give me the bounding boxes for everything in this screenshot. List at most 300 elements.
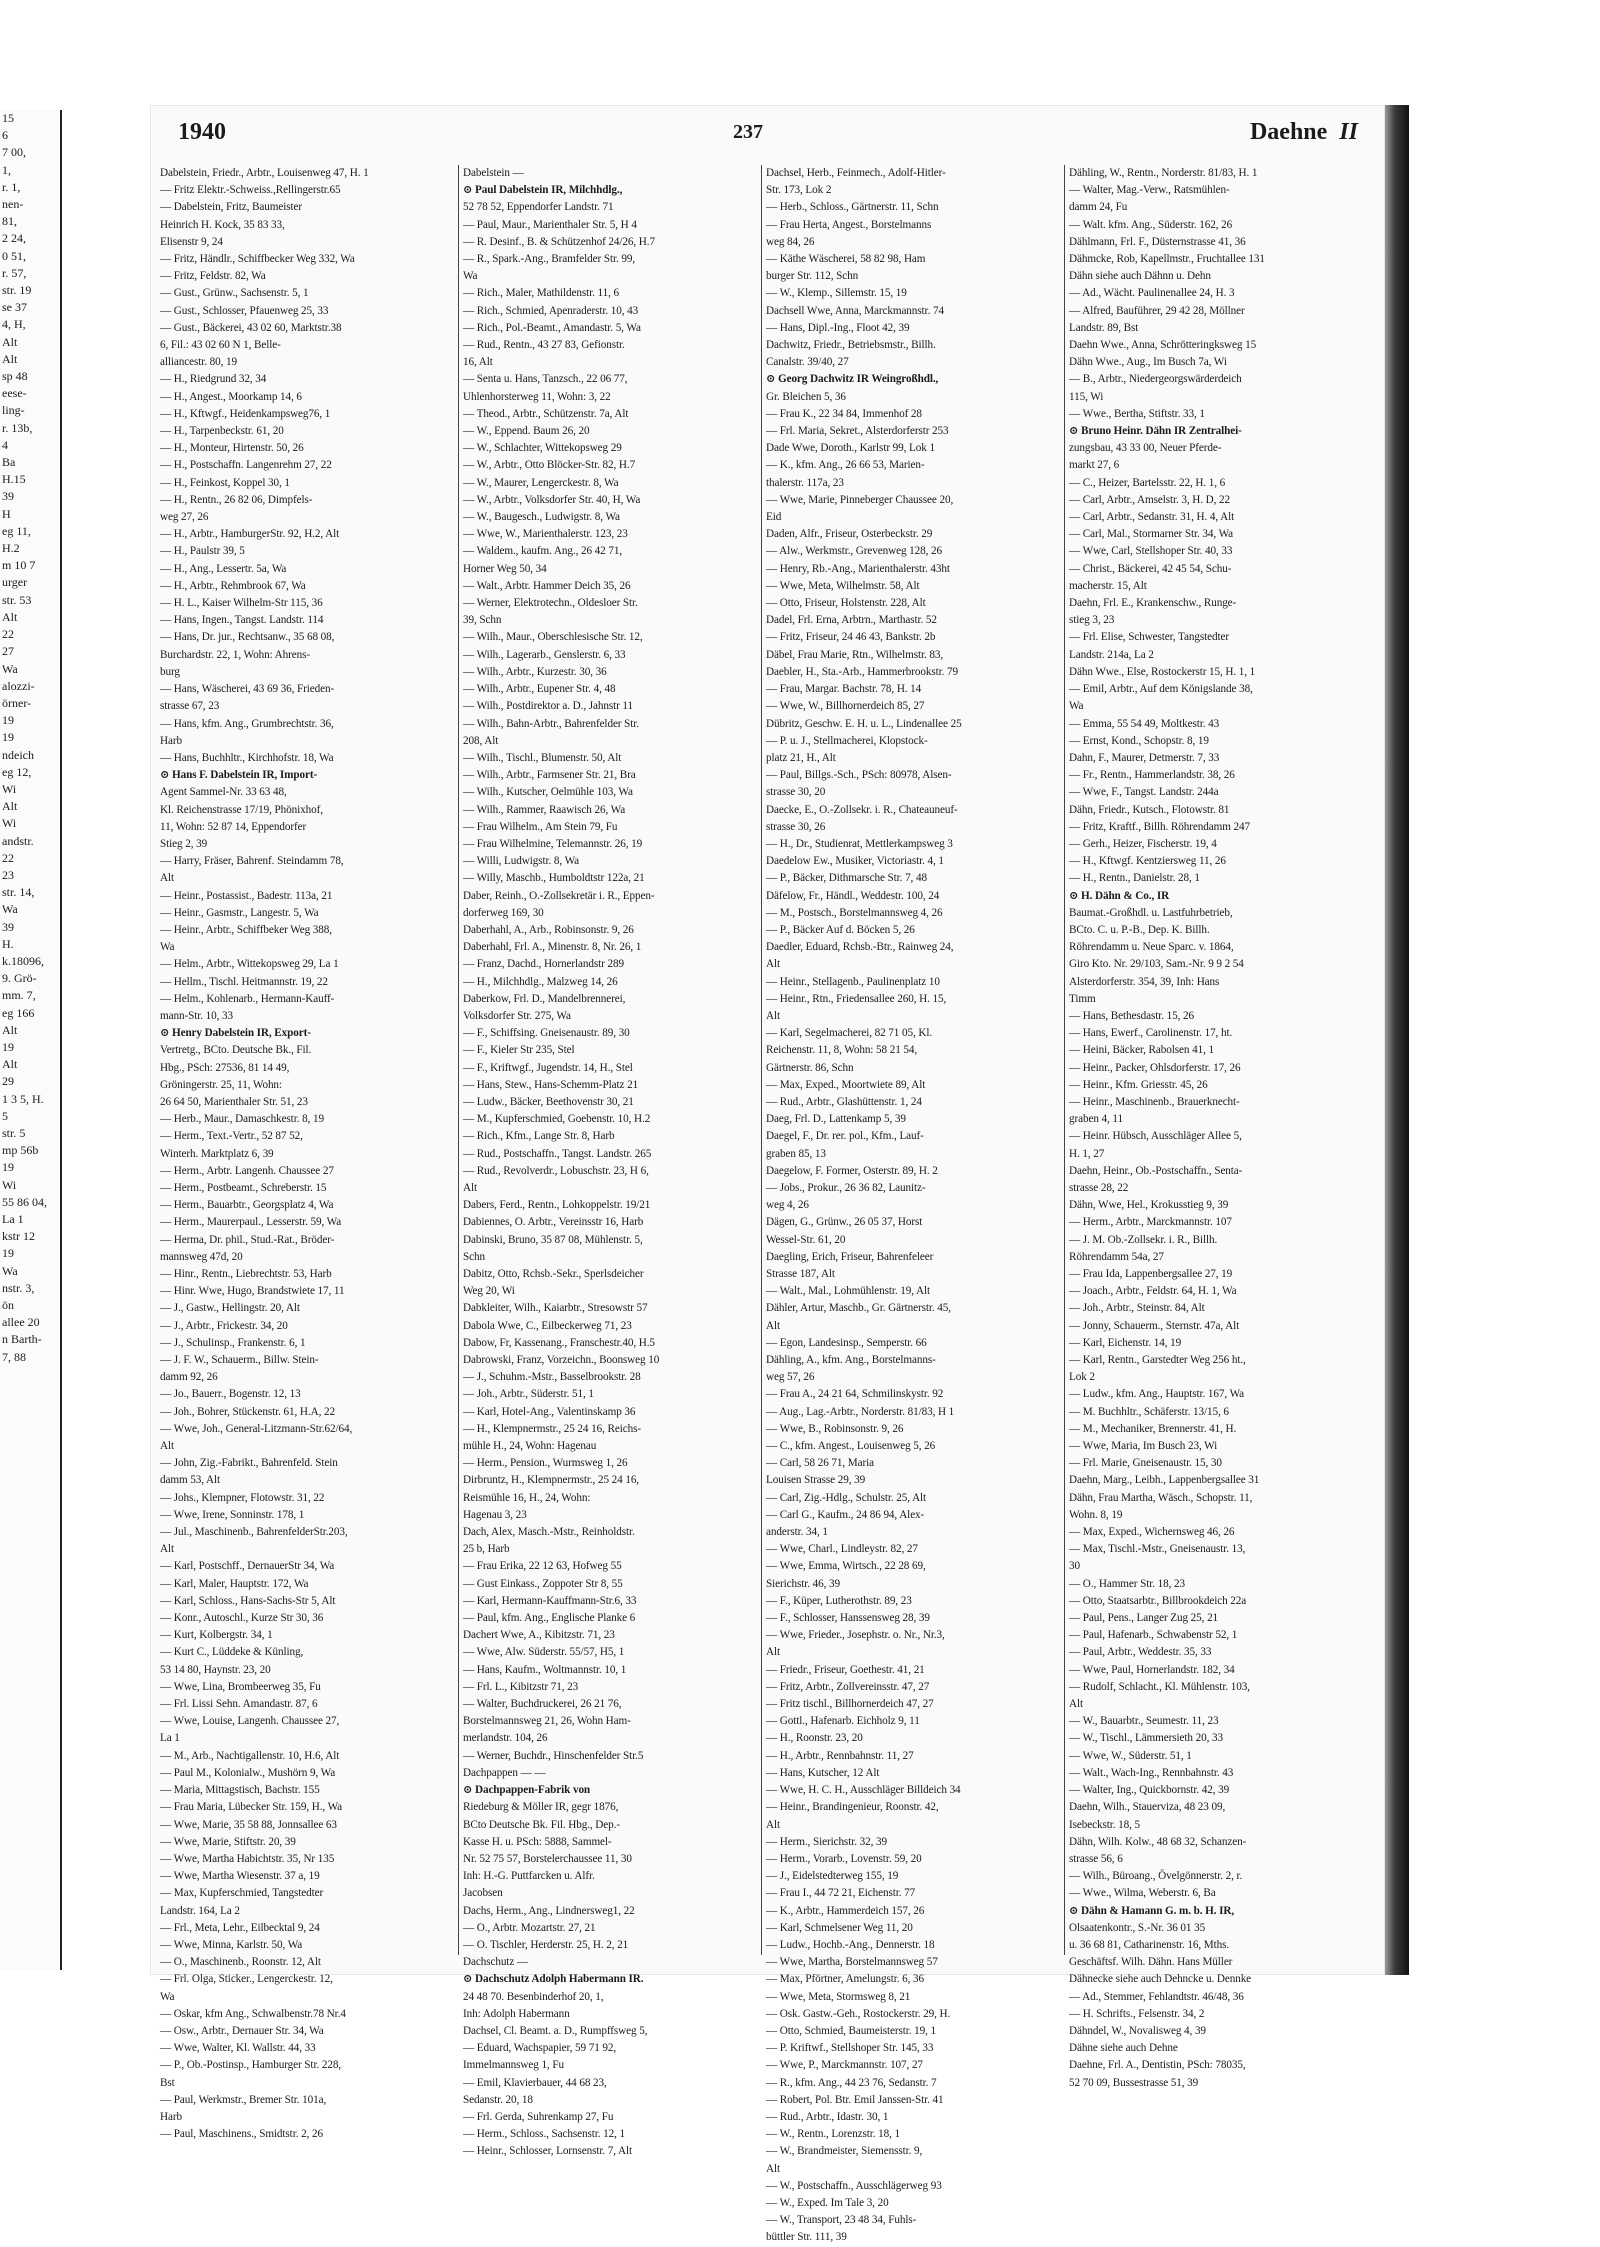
directory-entry: — Karl, Maler, Hauptstr. 172, Wa: [160, 1577, 309, 1590]
directory-entry: weg 57, 26: [766, 1371, 815, 1384]
directory-entry: Gröningerstr. 25, 11, Wohn:: [160, 1078, 282, 1091]
directory-entry: — Frau Wilhelmine, Telemannstr. 26, 19: [463, 837, 643, 850]
directory-entry: — Wwe, Marie, Stiftstr. 20, 39: [160, 1835, 296, 1848]
directory-entry: Daehne, Frl. A., Dentistin, PSch: 78035,: [1069, 2059, 1246, 2072]
directory-entry: Schn: [463, 1250, 485, 1263]
directory-entry: — Rud., Arbtr., Idastr. 30, 1: [766, 2110, 889, 2123]
directory-entry: 52 78 52, Eppendorfer Landstr. 71: [463, 201, 614, 214]
directory-entry: — K., kfm. Ang., 26 66 53, Marien-: [766, 459, 925, 472]
directory-entry: — W., Schlachter, Wittekopsweg 29: [463, 442, 622, 455]
directory-entry: — Karl, Schloss., Hans-Sachs-Str 5, Alt: [160, 1594, 336, 1607]
directory-entry: — W., Brandmeister, Siemensstr. 9,: [766, 2145, 923, 2158]
directory-entry: Däbel, Frau Marie, Rtn., Wilhelmstr. 83,: [766, 648, 944, 661]
directory-entry: Alt: [766, 958, 780, 971]
directory-entry: Daberhahl, Frl. A., Minenstr. 8, Nr. 26, 1: [463, 941, 642, 954]
previous-page-fragment: 6: [2, 128, 8, 143]
directory-entry: — Carl, 58 26 71, Maria: [766, 1457, 875, 1470]
directory-entry: Daden, Alfr., Friseur, Osterbeckstr. 29: [766, 528, 933, 541]
directory-entry: — Herm., Vorarb., Lovenstr. 59, 20: [766, 1852, 922, 1865]
directory-entry: damm 92, 26: [160, 1371, 218, 1384]
directory-entry: strasse 56, 6: [1069, 1852, 1123, 1865]
directory-entry: Alsterdorferstr. 354, 39, Inh: Hans: [1069, 975, 1220, 988]
directory-entry: — Max, Exped., Wichernsweg 46, 26: [1069, 1526, 1235, 1539]
directory-entry: — Walt., Wach-Ing., Rennbahnstr. 43: [1069, 1766, 1234, 1779]
directory-entry: — H., Dr., Studienrat, Mettlerkampsweg 3: [766, 837, 953, 850]
directory-entry: u. 36 68 81, Catharinenstr. 16, Mths.: [1069, 1938, 1230, 1951]
directory-entry: Landstr. 164, La 2: [160, 1904, 240, 1917]
directory-entry: Wohn. 8, 19: [1069, 1508, 1123, 1521]
directory-entry: Daehn, Frl. E., Krankenschw., Runge-: [1069, 597, 1237, 610]
previous-page-fragment: mp 56b: [2, 1143, 39, 1158]
directory-entry: — H., Angest., Moorkamp 14, 6: [160, 390, 302, 403]
directory-entry: — Karl, Schmelsener Weg 11, 20: [766, 1921, 913, 1934]
directory-entry: Weg 20, Wi: [463, 1285, 515, 1298]
directory-entry: — Wwe, Martha Habichtstr. 35, Nr 135: [160, 1852, 335, 1865]
directory-entry: Dähling, W., Rentn., Norderstr. 81/83, H. 1: [1069, 167, 1258, 179]
directory-entry: Alt: [766, 1009, 780, 1022]
directory-entry: — Ludw., Hochb.-Ang., Dennerstr. 18: [766, 1938, 935, 1951]
previous-page-fragment: str. 14,: [2, 885, 35, 900]
directory-entry: — H., Milchhdlg., Malzweg 14, 26: [463, 975, 618, 988]
directory-entry: — K., Arbtr., Hammerdeich 157, 26: [766, 1904, 925, 1917]
directory-entry: — Fritz tischl., Billhornerdeich 47, 27: [766, 1698, 934, 1711]
directory-entry: — C., kfm. Angest., Louisenweg 5, 26: [766, 1440, 936, 1453]
previous-page-fragment: eg 166: [2, 1005, 35, 1020]
directory-entry: — Konr., Autoschl., Kurze Str 30, 36: [160, 1612, 324, 1625]
previous-page-fragment: sp 48: [2, 369, 28, 384]
directory-entry: — Emil, Klavierbauer, 44 68 23,: [463, 2076, 607, 2089]
directory-entry: Daebler, H., Sta.-Arb., Hammerbrookstr. 79: [766, 665, 959, 678]
directory-entry: — Hinr. Wwe, Hugo, Brandstwiete 17, 11: [160, 1285, 345, 1298]
directory-entry: alliancestr. 80, 19: [160, 356, 238, 369]
directory-entry: — H., Roonstr. 23, 20: [766, 1732, 863, 1745]
directory-entry: ⊙ Dachpappen-Fabrik von: [463, 1784, 591, 1797]
directory-entry: — Otto, Staatsarbtr., Billbrookdeich 22a: [1069, 1594, 1247, 1607]
directory-entry: Dähn Wwe., Aug., Im Busch 7a, Wi: [1069, 356, 1227, 369]
column-divider: [458, 165, 459, 1955]
directory-entry: Dählmann, Frl. F., Düsternstrasse 41, 36: [1069, 235, 1246, 248]
directory-entry: Dachsel, Herb., Feinmech., Adolf-Hitler-: [766, 167, 946, 179]
directory-entry: — Dabelstein, Fritz, Baumeister: [160, 201, 302, 214]
directory-entry: ⊙ Paul Dabelstein IR, Milchhdlg.,: [463, 184, 623, 197]
previous-page-fragment: 4, H,: [2, 317, 26, 332]
directory-entry: — Carl, Mal., Stormarner Str. 34, Wa: [1069, 528, 1234, 541]
directory-entry: — H. Schrifts., Felsenstr. 34, 2: [1069, 2007, 1205, 2020]
directory-entry: — H., Tarpenbeckstr. 61, 20: [160, 425, 284, 438]
running-head: [1250, 119, 1358, 146]
directory-entry: — Karl, Eichenstr. 14, 19: [1069, 1336, 1182, 1349]
previous-page-fragment: H.: [2, 936, 14, 951]
directory-entry: — Jobs., Prokur., 26 36 82, Launitz-: [766, 1181, 926, 1194]
previous-page-fragment: 22: [2, 627, 14, 642]
directory-entry: Däfelow, Fr., Händl., Weddestr. 100, 24: [766, 889, 940, 902]
directory-entry: BCto Deutsche Bk. Fil. Hbg., Dep.-: [463, 1818, 620, 1831]
previous-page-fragment: 1 3 5, H.: [2, 1091, 44, 1106]
directory-entry: Daberkow, Frl. D., Mandelbrennerei,: [463, 992, 626, 1005]
directory-entry: — Paul, Pens., Langer Zug 25, 21: [1069, 1612, 1219, 1625]
directory-entry: — Rud., Arbtr., Glashüttenstr. 1, 24: [766, 1095, 922, 1108]
directory-entry: — Hans, Dipl.-Ing., Floot 42, 39: [766, 321, 910, 334]
directory-entry: Gärtnerstr. 86, Schn: [766, 1061, 854, 1074]
directory-entry: — Wwe, W., Billhornerdeich 85, 27: [766, 700, 925, 713]
directory-entry: — Senta u. Hans, Tanzsch., 22 06 77,: [463, 373, 628, 386]
directory-entry: ⊙ Hans F. Dabelstein IR, Import-: [160, 769, 318, 782]
directory-entry: — Max, Pförtner, Amelungstr. 6, 36: [766, 1973, 925, 1986]
directory-entry: — Wwe, Martha, Borstelmannsweg 57: [766, 1956, 938, 1969]
directory-entry: — Rud., Revolverdr., Lobuschstr. 23, H 6,: [463, 1164, 649, 1177]
directory-entry: — Fritz, Friseur, 24 46 43, Bankstr. 2b: [766, 631, 936, 644]
directory-entry: — Frl. L., Kibitzstr 71, 23: [463, 1680, 579, 1693]
directory-entry: — Johs., Klempner, Flotowstr. 31, 22: [160, 1491, 325, 1504]
directory-entry: — John, Zig.-Fabrikt., Bahrenfeld. Stein: [160, 1457, 338, 1470]
directory-entry: Dade Wwe, Doroth., Karlstr 99, Lok 1: [766, 442, 935, 455]
previous-page-fragment: Wi: [2, 1177, 17, 1192]
directory-entry: Canalstr. 39/40, 27: [766, 356, 849, 369]
previous-page-fragment: eese-: [2, 386, 27, 401]
column-1: [160, 165, 452, 2141]
directory-entry: — Walter, Buchdruckerei, 26 21 76,: [463, 1698, 622, 1711]
directory-entry: Volksdorfer Str. 275, Wa: [463, 1009, 571, 1022]
directory-entry: Dabelstein —: [463, 167, 524, 179]
directory-entry: — Fritz, Feldstr. 82, Wa: [160, 270, 266, 283]
directory-entry: — Herb., Schloss., Gärtnerstr. 11, Schn: [766, 201, 939, 214]
directory-entry: Dach, Alex, Masch.-Mstr., Reinholdstr.: [463, 1526, 635, 1539]
directory-entry: Horner Weg 50, 34: [463, 562, 547, 575]
directory-entry: — Wilh., Lagerarb., Genslerstr. 6, 33: [463, 648, 626, 661]
directory-entry: — Hans, Ingen., Tangst. Landstr. 114: [160, 614, 324, 627]
previous-page-fragment: Ba: [2, 455, 16, 470]
directory-entry: — Jul., Maschinenb., BahrenfelderStr.203,: [160, 1526, 348, 1539]
directory-entry: — Jonny, Schauerm., Sternstr. 47a, Alt: [1069, 1319, 1240, 1332]
directory-entry: — Wilh., Arbtr., Kurzestr. 30, 36: [463, 665, 607, 678]
directory-entry: — Fr., Rentn., Hammerlandstr. 38, 26: [1069, 769, 1235, 782]
directory-entry: burger Str. 112, Schn: [766, 270, 859, 283]
directory-entry: ⊙ H. Dähn & Co., IR: [1069, 889, 1170, 902]
previous-page-fragment: 5: [2, 1108, 8, 1123]
directory-entry: — H., Paulstr 39, 5: [160, 545, 245, 558]
directory-entry: Harb: [160, 734, 182, 747]
directory-entry: — Wwe, Alw. Süderstr. 55/57, H5, 1: [463, 1646, 625, 1659]
directory-entry: La 1: [160, 1732, 180, 1745]
previous-page-fragment: ling-: [2, 403, 25, 418]
directory-entry: — Herm., Bauarbtr., Georgsplatz 4, Wa: [160, 1199, 334, 1212]
directory-entry: ⊙ Bruno Heinr. Dähn IR Zentralhei-: [1069, 425, 1242, 438]
directory-entry: — Heinr., Gasmstr., Langestr. 5, Wa: [160, 906, 319, 919]
directory-entry: strasse 30, 20: [766, 786, 826, 799]
directory-entry: Dähling, A., kfm. Ang., Borstelmanns-: [766, 1354, 936, 1367]
directory-entry: — Heinr., Brandingenieur, Roonstr. 42,: [766, 1801, 939, 1814]
directory-entry: Geschäftsf. Wilh. Dähn. Hans Müller: [1069, 1956, 1233, 1969]
directory-entry: thalerstr. 117a, 23: [766, 476, 844, 489]
page-header: [178, 119, 1358, 153]
previous-page-fragment: 39: [2, 919, 14, 934]
previous-page-fragment: 81,: [2, 214, 17, 229]
directory-entry: 26 64 50, Marienthaler Str. 51, 23: [160, 1095, 308, 1108]
directory-entry: Dabrowski, Franz, Vorzeichn., Boonsweg 10: [463, 1354, 660, 1367]
directory-entry: — Max, Exped., Moortwiete 89, Alt: [766, 1078, 926, 1091]
directory-entry: 6, Fil.: 43 02 60 N 1, Belle-: [160, 339, 281, 352]
directory-entry: 53 14 80, Haynstr. 23, 20: [160, 1663, 271, 1676]
directory-entry: — Emma, 55 54 49, Moltkestr. 43: [1069, 717, 1220, 730]
previous-page-fragment: 0 51,: [2, 248, 26, 263]
directory-entry: — Paul, Hafenarb., Schwabenstr 52, 1: [1069, 1629, 1238, 1642]
directory-entry: — Ludw., kfm. Ang., Hauptstr. 167, Wa: [1069, 1388, 1245, 1401]
directory-entry: — Frau Herta, Angest., Borstelmanns: [766, 218, 932, 231]
directory-entry: — Wwe., Bertha, Stiftstr. 33, 1: [1069, 407, 1205, 420]
directory-entry: — Heinr., Maschinenb., Brauerknecht-: [1069, 1095, 1240, 1108]
directory-entry: 208, Alt: [463, 734, 499, 747]
directory-entry: — H., Rentn., Danielstr. 28, 1: [1069, 872, 1200, 885]
directory-entry: damm 24, Fu: [1069, 201, 1128, 214]
directory-entry: — Helm., Kohlenarb., Hermann-Kauff-: [160, 992, 335, 1005]
directory-entry: — Oskar, kfm Ang., Schwalbenstr.78 Nr.4: [160, 2007, 346, 2020]
directory-entry: Daehn, Heinr., Ob.-Postschaffn., Senta-: [1069, 1164, 1243, 1177]
directory-entry: — P., Ob.-Postinsp., Hamburger Str. 228,: [160, 2059, 342, 2072]
directory-entry: — Wwe, Joh., General-Litzmann-Str.62/64,: [160, 1422, 353, 1435]
directory-entry: Dabow, Fr, Kassenang., Franschestr.40, H.5: [463, 1336, 655, 1349]
directory-entry: — Paul, Billgs.-Sch., PSch: 80978, Alsen-: [766, 769, 952, 782]
directory-entry: — O., Maschinenb., Roonstr. 12, Alt: [160, 1956, 321, 1969]
directory-entry: — Herm., Pension., Wurmsweg 1, 26: [463, 1457, 628, 1470]
directory-entry: strasse 28, 22: [1069, 1181, 1129, 1194]
directory-entry: — W., Tischl., Lämmersieth 20, 33: [1069, 1732, 1223, 1745]
directory-entry: — Kurt, Kolbergstr. 34, 1: [160, 1629, 273, 1642]
directory-entry: — Hans, Kaufm., Woltmannstr. 10, 1: [463, 1663, 627, 1676]
column-divider: [761, 165, 762, 1955]
directory-entry: mühle H., 24, Wohn: Hagenau: [463, 1440, 597, 1453]
directory-entry: Louisen Strasse 29, 39: [766, 1474, 866, 1487]
directory-entry: Eid: [766, 511, 782, 524]
directory-entry: Dabiennes, O. Arbtr., Vereinsstr 16, Harb: [463, 1216, 644, 1229]
directory-entry: Vertretg., BCto. Deutsche Bk., Fil.: [160, 1044, 312, 1057]
previous-page-fragment: 29: [2, 1074, 14, 1089]
previous-page-fragment: 15: [2, 111, 14, 125]
directory-entry: — Rud., Postschaffn., Tangst. Landstr. 265: [463, 1147, 652, 1160]
directory-entry: Daegelow, F. Former, Osterstr. 89, H. 2: [766, 1164, 938, 1177]
directory-entry: 24 48 70. Besenbinderhof 20, 1,: [463, 1990, 604, 2003]
directory-entry: mannsweg 47d, 20: [160, 1250, 243, 1263]
directory-entry: — Hans, Kutscher, 12 Alt: [766, 1766, 880, 1779]
previous-page-fragment: 2 24,: [2, 231, 26, 246]
directory-entry: Burchardstr. 22, 1, Wohn: Ahrens-: [160, 648, 311, 661]
directory-entry: — W., Arbtr., Otto Blöcker-Str. 82, H.7: [463, 459, 636, 472]
directory-entry: Alt: [1069, 1698, 1083, 1711]
directory-entry: — Henry, Rb.-Ang., Marienthalerstr. 43ht: [766, 562, 950, 575]
directory-entry: — Walter, Ing., Quickbornstr. 42, 39: [1069, 1784, 1230, 1797]
directory-entry: — R. Desinf., B. & Schützenhof 24/26, H.7: [463, 235, 655, 248]
directory-entry: markt 27, 6: [1069, 459, 1120, 472]
directory-entry: Strasse 187, Alt: [766, 1268, 835, 1280]
directory-entry: — Max, Kupferschmied, Tangstedter: [160, 1887, 324, 1900]
running-head-name: Daehne: [1249, 119, 1328, 145]
directory-entry: — Paul, Maschinens., Smidtstr. 2, 26: [160, 2128, 323, 2141]
directory-entry: — Aug., Lag.-Arbtr., Norderstr. 81/83, H 1: [766, 1405, 955, 1418]
directory-entry: — Wwe, Irene, Sonninstr. 178, 1: [160, 1508, 305, 1521]
directory-entry: stieg 3, 23: [1069, 614, 1115, 627]
directory-entry: — W., Klemp., Sillemstr. 15, 19: [766, 287, 907, 300]
directory-entry: Dähn, Friedr., Kutsch., Flotowstr. 81: [1069, 803, 1230, 816]
directory-entry: Daedelow Ew., Musiker, Victoriastr. 4, 1: [766, 855, 944, 868]
directory-entry: — H., Ang., Lessertr. 5a, Wa: [160, 562, 287, 575]
directory-entry: — Paul M., Kolonialw., Mushörn 9, Wa: [160, 1766, 336, 1779]
directory-entry: Dähn siehe auch Dähnn u. Dehn: [1069, 270, 1211, 283]
directory-entry: — J. M. Ob.-Zollsekr. i. R., Billh.: [1069, 1233, 1218, 1246]
directory-entry: — F., Küper, Lutherothstr. 89, 23: [766, 1594, 912, 1607]
directory-entry: — Christ., Bäckerei, 42 45 54, Schu-: [1069, 562, 1232, 575]
directory-entry: — Maria, Mittagstisch, Bachstr. 155: [160, 1784, 320, 1797]
directory-entry: — Fritz, Händlr., Schiffbecker Weg 332, Wa: [160, 253, 355, 266]
directory-entry: — Robert, Pol. Btr. Emil Janssen-Str. 41: [766, 2093, 944, 2106]
directory-entry: — Herm., Text.-Vertr., 52 87 52,: [160, 1130, 303, 1143]
directory-entry: Dägen, G., Grünw., 26 05 37, Horst: [766, 1216, 923, 1229]
directory-entry: Giro Kto. Nr. 29/103, Sam.-Nr. 9 9 2 54: [1069, 958, 1244, 971]
directory-entry: — Wwe, Minna, Karlstr. 50, Wa: [160, 1938, 303, 1951]
directory-entry: — Walter, Mag.-Verw., Ratsmühlen-: [1069, 184, 1230, 197]
directory-entry: — Fritz, Arbtr., Zollvereinsstr. 47, 27: [766, 1680, 930, 1693]
directory-entry: Timm: [1069, 992, 1096, 1005]
directory-entry: — Willi, Ludwigstr. 8, Wa: [463, 855, 579, 868]
directory-entry: — Heinr., Arbtr., Schiffbeker Weg 388,: [160, 923, 332, 936]
directory-entry: — Wwe, Emma, Wirtsch., 22 28 69,: [766, 1560, 926, 1573]
directory-entry: — P., Bäcker, Dithmarsche Str. 7, 48: [766, 872, 927, 885]
previous-page-fragment: str. 19: [2, 283, 32, 298]
directory-entry: — Herb., Maur., Damaschkestr. 8, 19: [160, 1113, 324, 1126]
directory-entry: — Alfred, Bauführer, 29 42 28, Möllner: [1069, 304, 1245, 317]
previous-page-fragment: r. 13b,: [2, 420, 33, 435]
directory-entry: Dachs, Herm., Ang., Lindnersweg1, 22: [463, 1904, 635, 1917]
directory-entry: — M., Postsch., Borstelmannsweg 4, 26: [766, 906, 943, 919]
directory-entry: Wa: [463, 270, 478, 283]
directory-entry: — Wwe, Maria, Im Busch 23, Wi: [1069, 1440, 1218, 1453]
directory-entry: — H., Postschaffn. Langenrehm 27, 22: [160, 459, 332, 472]
directory-entry: — P. u. J., Stellmacherei, Klopstock-: [766, 734, 928, 747]
directory-entry: 39, Schn: [463, 614, 502, 627]
directory-entry: — W., Exped. Im Tale 3, 20: [766, 2196, 889, 2209]
previous-page-fragment: k.18096,: [2, 953, 44, 968]
directory-entry: — Frl. Olga, Sticker., Lengerckestr. 12,: [160, 1973, 333, 1986]
directory-entry: Alt: [463, 1181, 477, 1194]
directory-entry: Daecke, E., O.-Zollsekr. i. R., Chateauneuf-: [766, 803, 958, 816]
directory-entry: Olsaatenkontr., S.-Nr. 36 01 35: [1069, 1921, 1206, 1934]
directory-entry: Immelmannsweg 1, Fu: [463, 2059, 564, 2072]
directory-entry: Riedeburg & Möller IR, gegr 1876,: [463, 1801, 619, 1814]
previous-page-fragment: 55 86 04,: [2, 1194, 47, 1209]
previous-page-fragment: 23: [2, 867, 14, 882]
directory-entry: — Wilh., Postdirektor a. D., Jahnstr 11: [463, 700, 633, 713]
directory-entry: — Karl, Segelmacherei, 82 71 05, Kl.: [766, 1027, 933, 1040]
directory-entry: — Wilh., Maur., Oberschlesische Str. 12,: [463, 631, 643, 644]
directory-entry: Dabers, Ferd., Rentn., Lohkoppelstr. 19/21: [463, 1199, 651, 1212]
directory-entry: — Wilh., Bahn-Arbtr., Bahrenfelder Str.: [463, 717, 639, 730]
directory-entry: Winterh. Marktplatz 6, 39: [160, 1147, 274, 1160]
directory-entry: Dähmcke, Rob, Kapellmstr., Fruchtallee 131: [1069, 253, 1265, 266]
directory-entry: Dübritz, Geschw. E. H. u. L., Lindenallee 25: [766, 717, 962, 730]
directory-entry: — Karl, Postschff., DernauerStr 34, Wa: [160, 1560, 335, 1573]
directory-entry: Dachpappen — —: [463, 1766, 546, 1779]
directory-entry: — Wilh., Tischl., Blumenstr. 50, Alt: [463, 751, 622, 764]
directory-entry: Dachsell Wwe, Anna, Marckmannstr. 74: [766, 304, 944, 317]
directory-entry: — Wwe, Walter, Kl. Wallstr. 44, 33: [160, 2042, 316, 2055]
directory-entry: — Karl, Hotel-Ang., Valentinskamp 36: [463, 1405, 636, 1418]
directory-entry: — H., Arbtr., Rehmbrook 67, Wa: [160, 579, 306, 592]
directory-entry: — Heinr. Hübsch, Ausschläger Allee 5,: [1069, 1130, 1242, 1143]
directory-entry: — Wwe, P., Marckmannstr. 107, 27: [766, 2059, 923, 2072]
directory-entry: Alt: [160, 1543, 174, 1556]
directory-entry: Landstr. 214a, La 2: [1069, 648, 1154, 661]
directory-entry: BCto. C. u. P.-B., Dep. K. Billh.: [1069, 923, 1210, 936]
directory-entry: — Carl, Arbtr., Amselstr. 3, H. D, 22: [1069, 493, 1231, 506]
previous-page-fragment: ön: [2, 1298, 14, 1313]
column-2: [463, 165, 755, 2158]
previous-page-fragment: Wa: [2, 902, 18, 917]
directory-entry: Sierichstr. 46, 39: [766, 1577, 841, 1590]
directory-entry: ⊙ Dachschutz Adolph Habermann IR.: [463, 1973, 644, 1986]
volume-number: II: [1339, 119, 1358, 145]
directory-entry: merlandstr. 104, 26: [463, 1732, 548, 1745]
directory-entry: Nr. 52 75 57, Borstelerchaussee 11, 30: [463, 1852, 632, 1865]
directory-entry: — Hans, Dr. jur., Rechtsanw., 35 68 08,: [160, 631, 335, 644]
directory-entry: — Werner, Elektrotechn., Oldesloer Str.: [463, 597, 638, 610]
column-3: [766, 165, 1058, 2244]
directory-entry: Dabelstein, Friedr., Arbtr., Louisenweg 47, H. 1: [160, 167, 369, 179]
directory-entry: — J. F. W., Schauerm., Billw. Stein-: [160, 1354, 319, 1367]
directory-entry: — Otto, Schmied, Baumeisterstr. 19, 1: [766, 2024, 937, 2037]
directory-entry: — Frau A., 24 21 64, Schmilinskystr. 92: [766, 1388, 944, 1401]
previous-page-fragment: 39: [2, 489, 14, 504]
directory-entry: 115, Wi: [1069, 390, 1104, 403]
directory-entry: — Jo., Bauerr., Bogenstr. 12, 13: [160, 1388, 301, 1401]
directory-entry: Dabitz, Otto, Rchsb.-Sekr., Sperlsdeicher: [463, 1268, 644, 1280]
directory-entry: — Heinr., Schlosser, Lornsenstr. 7, Alt: [463, 2145, 633, 2158]
column-divider: [1064, 165, 1065, 1955]
directory-entry: — Alw., Werkmstr., Grevenweg 128, 26: [766, 545, 943, 558]
directory-entry: — R., Spark.-Ang., Bramfelder Str. 99,: [463, 253, 636, 266]
directory-entry: — Heinr., Packer, Ohlsdorferstr. 17, 26: [1069, 1061, 1241, 1074]
directory-entry: — W., Eppend. Baum 26, 20: [463, 425, 590, 438]
directory-entry: — Wwe, B., Robinsonstr. 9, 26: [766, 1422, 904, 1435]
directory-entry: — Frau I., 44 72 21, Eichenstr. 77: [766, 1887, 916, 1900]
previous-page-fragment: H.2: [2, 541, 20, 556]
directory-entry: Landstr. 89, Bst: [1069, 321, 1139, 334]
previous-page-fragment: Alt: [2, 1057, 18, 1072]
directory-entry: macherstr. 15, Alt: [1069, 579, 1147, 592]
directory-entry: weg 84, 26: [766, 235, 815, 248]
previous-page-fragment: Alt: [2, 1022, 18, 1037]
directory-entry: Alt: [766, 1818, 780, 1831]
directory-entry: — Fritz Elektr.-Schweiss.,Rellingerstr.65: [160, 184, 341, 197]
directory-entry: — Wwe, W., Süderstr. 51, 1: [1069, 1749, 1192, 1762]
directory-entry: — Wilh., Arbtr., Eupener Str. 4, 48: [463, 683, 616, 696]
previous-page-fragment: eg 11,: [2, 523, 31, 538]
directory-entry: — Wwe, H. C. H., Ausschläger Billdeich 34: [766, 1784, 961, 1797]
directory-entry: Elisenstr 9, 24: [160, 235, 223, 248]
directory-entry: — Frl. Gerda, Suhrenkamp 27, Fu: [463, 2110, 614, 2123]
directory-entry: — F., Kriftwgf., Jugendstr. 14, H., Stel: [463, 1061, 633, 1074]
directory-entry: Dirbruntz, H., Klempnermstr., 25 24 16,: [463, 1474, 640, 1487]
directory-entry: H. 1, 27: [1069, 1147, 1105, 1160]
directory-entry: weg 4, 26: [766, 1199, 809, 1212]
directory-entry: — Heinr., Postassist., Badestr. 113a, 21: [160, 889, 333, 902]
directory-entry: — R., kfm. Ang., 44 23 76, Sedanstr. 7: [766, 2076, 937, 2089]
directory-entry: — Joh., Bohrer, Stückenstr. 61, H.A, 22: [160, 1405, 335, 1418]
directory-entry: — J., Schulinsp., Frankenstr. 6, 1: [160, 1336, 306, 1349]
directory-entry: büttler Str. 111, 39: [766, 2231, 847, 2244]
directory-entry: — H., Riedgrund 32, 34: [160, 373, 267, 386]
previous-page-fragment: mm. 7,: [2, 988, 36, 1003]
directory-entry: — Joh., Arbtr., Steinstr. 84, Alt: [1069, 1302, 1205, 1315]
directory-entry: — Frl. Lissi Sehn. Amandastr. 87, 6: [160, 1698, 318, 1711]
directory-entry: — P., Bäcker Auf d. Böcken 5, 26: [766, 923, 915, 936]
